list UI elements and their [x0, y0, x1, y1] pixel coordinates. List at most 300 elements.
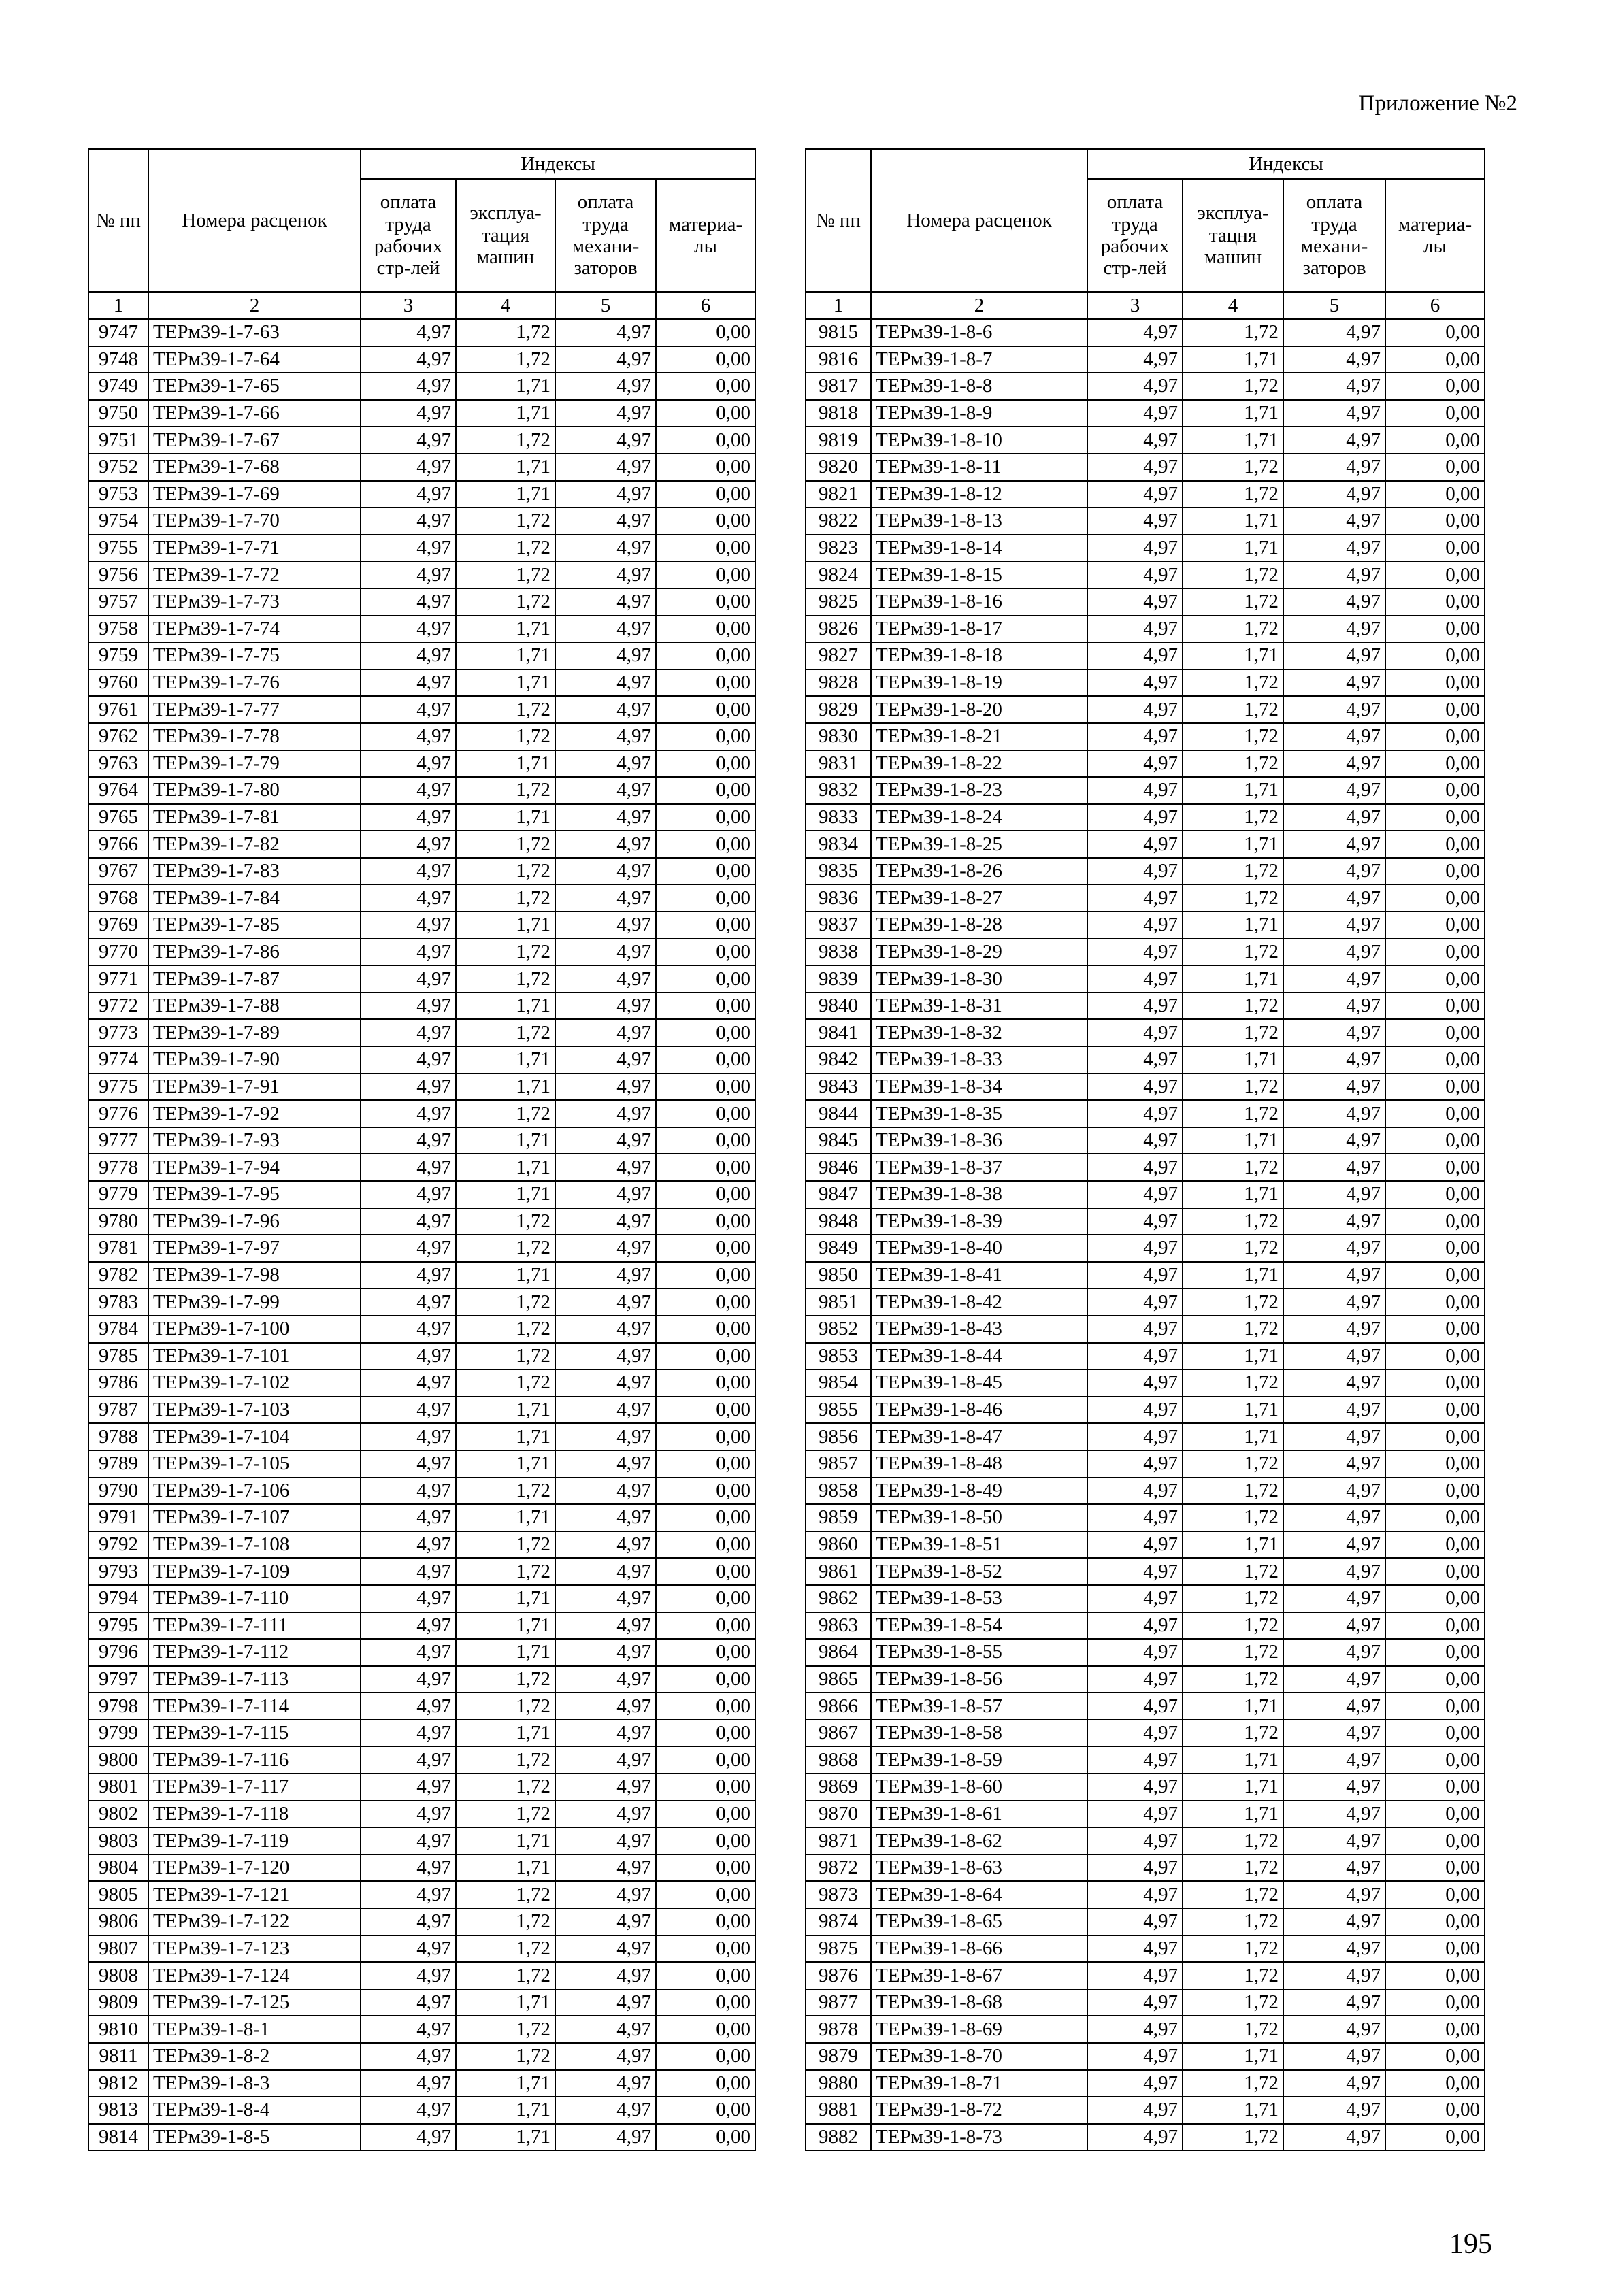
machine-operation-index: 1,71 — [1183, 2043, 1283, 2070]
materials-index: 0,00 — [1385, 1935, 1485, 1963]
table-row — [806, 1908, 1485, 1935]
row-number: 9762 — [88, 723, 148, 750]
machine-operation-index: 1,72 — [1183, 804, 1283, 831]
table-row — [806, 1316, 1485, 1343]
rate-code: ТЕРм39-1-8-16 — [871, 588, 1087, 616]
table-row — [88, 884, 755, 912]
materials-index: 0,00 — [656, 373, 755, 400]
materials-index: 0,00 — [1385, 1558, 1485, 1585]
rate-code: ТЕРм39-1-7-122 — [148, 1908, 361, 1935]
table-row — [88, 750, 755, 778]
row-number: 9810 — [88, 2016, 148, 2043]
materials-index: 0,00 — [1385, 1693, 1485, 1720]
header-col-number: 5 — [1283, 292, 1385, 319]
labor-operators-index: 4,97 — [555, 1343, 656, 1370]
row-number: 9848 — [806, 1208, 871, 1235]
table-row — [806, 481, 1485, 508]
machine-operation-index: 1,71 — [456, 1262, 555, 1289]
rate-code: ТЕРм39-1-8-6 — [871, 319, 1087, 346]
materials-index: 0,00 — [656, 939, 755, 966]
materials-index: 0,00 — [656, 2124, 755, 2151]
table-row — [806, 669, 1485, 697]
table-row — [806, 616, 1485, 643]
labor-workers-index: 4,97 — [1087, 1478, 1183, 1505]
rate-code: ТЕРм39-1-7-77 — [148, 696, 361, 723]
labor-workers-index: 4,97 — [1087, 939, 1183, 966]
table-row — [88, 831, 755, 858]
materials-index: 0,00 — [1385, 912, 1485, 939]
rate-code: ТЕРм39-1-8-34 — [871, 1074, 1087, 1101]
table-row — [806, 588, 1485, 616]
labor-workers-index: 4,97 — [1087, 481, 1183, 508]
labor-workers-index: 4,97 — [1087, 1343, 1183, 1370]
machine-operation-index: 1,71 — [456, 1612, 555, 1640]
machine-operation-index: 1,71 — [1183, 1343, 1283, 1370]
machine-operation-index: 1,72 — [1183, 2070, 1283, 2097]
machine-operation-index: 1,71 — [1183, 2097, 1283, 2124]
materials-index: 0,00 — [656, 508, 755, 535]
row-number: 9838 — [806, 939, 871, 966]
materials-index: 0,00 — [656, 1666, 755, 1693]
labor-operators-index: 4,97 — [555, 1046, 656, 1074]
machine-operation-index: 1,71 — [456, 1854, 555, 1882]
rate-code: ТЕРм39-1-7-96 — [148, 1208, 361, 1235]
table-row — [88, 1746, 755, 1774]
table-row — [806, 1235, 1485, 1262]
materials-index: 0,00 — [1385, 561, 1485, 588]
labor-operators-index: 4,97 — [1283, 750, 1385, 778]
rate-code: ТЕРм39-1-8-26 — [871, 858, 1087, 885]
machine-operation-index: 1,72 — [1183, 1935, 1283, 1963]
labor-workers-index: 4,97 — [361, 1423, 456, 1450]
table-row — [88, 642, 755, 669]
machine-operation-index: 1,72 — [1183, 2016, 1283, 2043]
row-number: 9809 — [88, 1989, 148, 2016]
table-row — [88, 2016, 755, 2043]
labor-workers-index: 4,97 — [1087, 750, 1183, 778]
labor-workers-index: 4,97 — [1087, 2070, 1183, 2097]
rate-code: ТЕРм39-1-8-20 — [871, 696, 1087, 723]
machine-operation-index: 1,72 — [1183, 1720, 1283, 1747]
rate-code: ТЕРм39-1-7-103 — [148, 1397, 361, 1424]
rate-code: ТЕРм39-1-8-67 — [871, 1962, 1087, 1989]
rate-code: ТЕРм39-1-8-15 — [871, 561, 1087, 588]
labor-workers-index: 4,97 — [1087, 1693, 1183, 1720]
rate-code: ТЕРм39-1-8-35 — [871, 1100, 1087, 1127]
header-code: Номера расценок — [148, 149, 361, 292]
materials-index: 0,00 — [656, 804, 755, 831]
machine-operation-index: 1,72 — [456, 696, 555, 723]
labor-operators-index: 4,97 — [555, 1962, 656, 1989]
machine-operation-index: 1,71 — [456, 1989, 555, 2016]
row-number: 9812 — [88, 2070, 148, 2097]
materials-index: 0,00 — [656, 1423, 755, 1450]
labor-workers-index: 4,97 — [1087, 1074, 1183, 1101]
machine-operation-index: 1,72 — [456, 1693, 555, 1720]
labor-workers-index: 4,97 — [361, 1343, 456, 1370]
labor-operators-index: 4,97 — [1283, 1181, 1385, 1208]
table-row — [88, 1369, 755, 1397]
table-row — [806, 1154, 1485, 1181]
header-machine-operation: эксплуа- тация машин — [456, 179, 555, 292]
row-number: 9747 — [88, 319, 148, 346]
machine-operation-index: 1,72 — [1183, 1854, 1283, 1882]
table-row — [806, 535, 1485, 562]
materials-index: 0,00 — [656, 1208, 755, 1235]
rate-code: ТЕРм39-1-7-78 — [148, 723, 361, 750]
machine-operation-index: 1,71 — [456, 912, 555, 939]
rate-code: ТЕРм39-1-7-94 — [148, 1154, 361, 1181]
labor-workers-index: 4,97 — [1087, 1962, 1183, 1989]
labor-operators-index: 4,97 — [1283, 1531, 1385, 1559]
labor-operators-index: 4,97 — [1283, 1908, 1385, 1935]
labor-workers-index: 4,97 — [361, 642, 456, 669]
machine-operation-index: 1,71 — [456, 2124, 555, 2151]
materials-index: 0,00 — [656, 1774, 755, 1801]
row-number: 9785 — [88, 1343, 148, 1370]
labor-workers-index: 4,97 — [1087, 1801, 1183, 1828]
table-row — [88, 1074, 755, 1101]
rate-code: ТЕРм39-1-7-120 — [148, 1854, 361, 1882]
machine-operation-index: 1,71 — [456, 750, 555, 778]
table-row — [806, 723, 1485, 750]
rate-code: ТЕРм39-1-7-112 — [148, 1639, 361, 1666]
row-number: 9748 — [88, 346, 148, 373]
materials-index: 0,00 — [1385, 750, 1485, 778]
materials-index: 0,00 — [1385, 400, 1485, 427]
materials-index: 0,00 — [656, 1908, 755, 1935]
row-number: 9845 — [806, 1127, 871, 1154]
labor-operators-index: 4,97 — [555, 993, 656, 1020]
labor-operators-index: 4,97 — [555, 1397, 656, 1424]
labor-operators-index: 4,97 — [555, 1288, 656, 1316]
materials-index: 0,00 — [1385, 1881, 1485, 1908]
labor-operators-index: 4,97 — [555, 1989, 656, 2016]
rate-code: ТЕРм39-1-7-66 — [148, 400, 361, 427]
labor-workers-index: 4,97 — [361, 2097, 456, 2124]
materials-index: 0,00 — [1385, 427, 1485, 454]
materials-index: 0,00 — [656, 1989, 755, 2016]
machine-operation-index: 1,72 — [1183, 1316, 1283, 1343]
labor-workers-index: 4,97 — [1087, 1316, 1183, 1343]
header-num: № пп — [88, 149, 148, 292]
machine-operation-index: 1,72 — [1183, 1100, 1283, 1127]
materials-index: 0,00 — [1385, 723, 1485, 750]
row-number: 9766 — [88, 831, 148, 858]
row-number: 9803 — [88, 1827, 148, 1854]
machine-operation-index: 1,71 — [1183, 831, 1283, 858]
labor-operators-index: 4,97 — [1283, 1127, 1385, 1154]
labor-operators-index: 4,97 — [555, 1801, 656, 1828]
row-number: 9832 — [806, 777, 871, 804]
row-number: 9835 — [806, 858, 871, 885]
materials-index: 0,00 — [1385, 319, 1485, 346]
rate-code: ТЕРм39-1-7-68 — [148, 454, 361, 481]
table-row — [88, 723, 755, 750]
row-number: 9767 — [88, 858, 148, 885]
materials-index: 0,00 — [1385, 481, 1485, 508]
labor-operators-index: 4,97 — [555, 2043, 656, 2070]
machine-operation-index: 1,71 — [456, 373, 555, 400]
labor-workers-index: 4,97 — [1087, 912, 1183, 939]
machine-operation-index: 1,71 — [456, 1827, 555, 1854]
machine-operation-index: 1,72 — [1183, 616, 1283, 643]
materials-index: 0,00 — [656, 669, 755, 697]
machine-operation-index: 1,71 — [456, 1127, 555, 1154]
table-row — [88, 1720, 755, 1747]
labor-operators-index: 4,97 — [1283, 1046, 1385, 1074]
table-row — [806, 1181, 1485, 1208]
table-row — [88, 777, 755, 804]
rate-code: ТЕРм39-1-7-113 — [148, 1666, 361, 1693]
row-number: 9770 — [88, 939, 148, 966]
rate-code: ТЕРм39-1-7-67 — [148, 427, 361, 454]
rate-code: ТЕРм39-1-7-108 — [148, 1531, 361, 1559]
labor-operators-index: 4,97 — [555, 454, 656, 481]
labor-workers-index: 4,97 — [361, 804, 456, 831]
materials-index: 0,00 — [1385, 2043, 1485, 2070]
labor-workers-index: 4,97 — [1087, 1746, 1183, 1774]
rate-code: ТЕРм39-1-7-114 — [148, 1693, 361, 1720]
labor-workers-index: 4,97 — [361, 1693, 456, 1720]
row-number: 9782 — [88, 1262, 148, 1289]
materials-index: 0,00 — [1385, 1827, 1485, 1854]
labor-operators-index: 4,97 — [1283, 588, 1385, 616]
table-row — [88, 616, 755, 643]
rate-code: ТЕРм39-1-7-88 — [148, 993, 361, 1020]
row-number: 9852 — [806, 1316, 871, 1343]
rate-code: ТЕРм39-1-8-23 — [871, 777, 1087, 804]
labor-workers-index: 4,97 — [1087, 804, 1183, 831]
table-row — [88, 535, 755, 562]
labor-operators-index: 4,97 — [555, 1181, 656, 1208]
row-number: 9773 — [88, 1019, 148, 1046]
machine-operation-index: 1,71 — [1183, 346, 1283, 373]
rate-code: ТЕРм39-1-8-3 — [148, 2070, 361, 2097]
labor-operators-index: 4,97 — [1283, 1397, 1385, 1424]
table-row — [806, 508, 1485, 535]
labor-operators-index: 4,97 — [555, 642, 656, 669]
machine-operation-index: 1,72 — [456, 1801, 555, 1828]
labor-workers-index: 4,97 — [1087, 1450, 1183, 1478]
materials-index: 0,00 — [1385, 2124, 1485, 2151]
machine-operation-index: 1,72 — [1183, 884, 1283, 912]
materials-index: 0,00 — [1385, 508, 1485, 535]
row-number: 9756 — [88, 561, 148, 588]
row-number: 9873 — [806, 1881, 871, 1908]
materials-index: 0,00 — [656, 454, 755, 481]
row-number: 9855 — [806, 1397, 871, 1424]
labor-workers-index: 4,97 — [361, 1827, 456, 1854]
table-row — [806, 346, 1485, 373]
labor-workers-index: 4,97 — [361, 669, 456, 697]
labor-operators-index: 4,97 — [555, 1881, 656, 1908]
header-labor-workers: оплата труда рабочих стр-лей — [1087, 179, 1183, 292]
table-row — [806, 454, 1485, 481]
labor-workers-index: 4,97 — [1087, 1369, 1183, 1397]
materials-index: 0,00 — [1385, 831, 1485, 858]
row-number: 9786 — [88, 1369, 148, 1397]
machine-operation-index: 1,72 — [1183, 939, 1283, 966]
labor-workers-index: 4,97 — [1087, 2016, 1183, 2043]
table-row — [88, 427, 755, 454]
materials-index: 0,00 — [656, 1639, 755, 1666]
row-number: 9806 — [88, 1908, 148, 1935]
machine-operation-index: 1,71 — [456, 481, 555, 508]
table-row — [88, 454, 755, 481]
rate-code: ТЕРм39-1-7-119 — [148, 1827, 361, 1854]
labor-operators-index: 4,97 — [555, 1774, 656, 1801]
row-number: 9779 — [88, 1181, 148, 1208]
materials-index: 0,00 — [1385, 1801, 1485, 1828]
labor-workers-index: 4,97 — [361, 1908, 456, 1935]
labor-operators-index: 4,97 — [555, 1531, 656, 1559]
machine-operation-index: 1,72 — [1183, 1908, 1283, 1935]
materials-index: 0,00 — [1385, 1908, 1485, 1935]
row-number: 9772 — [88, 993, 148, 1020]
row-number: 9868 — [806, 1746, 871, 1774]
labor-operators-index: 4,97 — [555, 2124, 656, 2151]
rate-code: ТЕРм39-1-8-68 — [871, 1989, 1087, 2016]
labor-workers-index: 4,97 — [1087, 1827, 1183, 1854]
rate-code: ТЕРм39-1-8-24 — [871, 804, 1087, 831]
table-row — [806, 1343, 1485, 1370]
table-row — [88, 1046, 755, 1074]
labor-operators-index: 4,97 — [1283, 2070, 1385, 2097]
labor-workers-index: 4,97 — [361, 427, 456, 454]
machine-operation-index: 1,72 — [456, 858, 555, 885]
rate-code: ТЕРм39-1-8-45 — [871, 1369, 1087, 1397]
labor-workers-index: 4,97 — [1087, 1423, 1183, 1450]
labor-operators-index: 4,97 — [1283, 427, 1385, 454]
header-num: № пп — [806, 149, 871, 292]
labor-operators-index: 4,97 — [555, 831, 656, 858]
rate-code: ТЕРм39-1-7-98 — [148, 1262, 361, 1289]
labor-operators-index: 4,97 — [555, 535, 656, 562]
labor-workers-index: 4,97 — [361, 346, 456, 373]
labor-workers-index: 4,97 — [1087, 588, 1183, 616]
rate-code: ТЕРм39-1-7-69 — [148, 481, 361, 508]
rate-code: ТЕРм39-1-8-58 — [871, 1720, 1087, 1747]
rate-code: ТЕРм39-1-8-48 — [871, 1450, 1087, 1478]
rate-code: ТЕРм39-1-8-1 — [148, 2016, 361, 2043]
materials-index: 0,00 — [656, 1343, 755, 1370]
rate-code: ТЕРм39-1-7-86 — [148, 939, 361, 966]
labor-operators-index: 4,97 — [555, 939, 656, 966]
materials-index: 0,00 — [656, 1558, 755, 1585]
rate-code: ТЕРм39-1-7-97 — [148, 1235, 361, 1262]
header-col-number: 6 — [1385, 292, 1485, 319]
row-number: 9757 — [88, 588, 148, 616]
row-number: 9790 — [88, 1478, 148, 1505]
machine-operation-index: 1,71 — [1183, 1127, 1283, 1154]
machine-operation-index: 1,71 — [456, 1397, 555, 1424]
row-number: 9750 — [88, 400, 148, 427]
labor-workers-index: 4,97 — [361, 1100, 456, 1127]
machine-operation-index: 1,71 — [1183, 965, 1283, 993]
labor-operators-index: 4,97 — [1283, 939, 1385, 966]
materials-index: 0,00 — [1385, 965, 1485, 993]
materials-index: 0,00 — [1385, 1262, 1485, 1289]
table-row — [806, 1262, 1485, 1289]
labor-operators-index: 4,97 — [555, 750, 656, 778]
labor-workers-index: 4,97 — [1087, 561, 1183, 588]
row-number: 9882 — [806, 2124, 871, 2151]
machine-operation-index: 1,72 — [1183, 696, 1283, 723]
rate-code: ТЕРм39-1-8-8 — [871, 373, 1087, 400]
table-row — [88, 1854, 755, 1882]
table-row — [88, 993, 755, 1020]
materials-index: 0,00 — [656, 1397, 755, 1424]
materials-index: 0,00 — [1385, 1746, 1485, 1774]
row-number: 9826 — [806, 616, 871, 643]
rate-code: ТЕРм39-1-8-5 — [148, 2124, 361, 2151]
machine-operation-index: 1,72 — [1183, 1585, 1283, 1612]
row-number: 9819 — [806, 427, 871, 454]
machine-operation-index: 1,72 — [456, 508, 555, 535]
labor-operators-index: 4,97 — [555, 1639, 656, 1666]
machine-operation-index: 1,72 — [456, 1316, 555, 1343]
labor-operators-index: 4,97 — [555, 373, 656, 400]
machine-operation-index: 1,72 — [1183, 1989, 1283, 2016]
rate-code: ТЕРм39-1-8-27 — [871, 884, 1087, 912]
labor-operators-index: 4,97 — [555, 346, 656, 373]
machine-operation-index: 1,72 — [456, 965, 555, 993]
rate-code: ТЕРм39-1-8-69 — [871, 2016, 1087, 2043]
row-number: 9854 — [806, 1369, 871, 1397]
labor-workers-index: 4,97 — [361, 1288, 456, 1316]
header-code: Номера расценок — [871, 149, 1087, 292]
labor-operators-index: 4,97 — [1283, 1693, 1385, 1720]
row-number: 9837 — [806, 912, 871, 939]
row-number: 9840 — [806, 993, 871, 1020]
rate-code: ТЕРм39-1-8-30 — [871, 965, 1087, 993]
row-number: 9755 — [88, 535, 148, 562]
machine-operation-index: 1,72 — [1183, 561, 1283, 588]
machine-operation-index: 1,71 — [1183, 400, 1283, 427]
materials-index: 0,00 — [656, 642, 755, 669]
labor-workers-index: 4,97 — [361, 2016, 456, 2043]
machine-operation-index: 1,71 — [1183, 642, 1283, 669]
labor-workers-index: 4,97 — [1087, 858, 1183, 885]
labor-operators-index: 4,97 — [555, 1154, 656, 1181]
rate-code: ТЕРм39-1-7-72 — [148, 561, 361, 588]
rate-code: ТЕРм39-1-8-12 — [871, 481, 1087, 508]
materials-index: 0,00 — [1385, 1369, 1485, 1397]
labor-workers-index: 4,97 — [1087, 777, 1183, 804]
materials-index: 0,00 — [656, 696, 755, 723]
row-number: 9871 — [806, 1827, 871, 1854]
table-row — [88, 1154, 755, 1181]
labor-workers-index: 4,97 — [361, 2124, 456, 2151]
materials-index: 0,00 — [1385, 1666, 1485, 1693]
row-number: 9865 — [806, 1666, 871, 1693]
rate-code: ТЕРм39-1-7-90 — [148, 1046, 361, 1074]
table-row — [88, 2097, 755, 2124]
rate-code: ТЕРм39-1-7-105 — [148, 1450, 361, 1478]
row-number: 9777 — [88, 1127, 148, 1154]
labor-workers-index: 4,97 — [361, 1746, 456, 1774]
table-row — [806, 427, 1485, 454]
table-row — [806, 1019, 1485, 1046]
materials-index: 0,00 — [656, 2070, 755, 2097]
table-row — [88, 508, 755, 535]
labor-operators-index: 4,97 — [555, 2070, 656, 2097]
rate-code: ТЕРм39-1-8-37 — [871, 1154, 1087, 1181]
table-row — [806, 831, 1485, 858]
labor-operators-index: 4,97 — [555, 1693, 656, 1720]
labor-workers-index: 4,97 — [361, 1262, 456, 1289]
